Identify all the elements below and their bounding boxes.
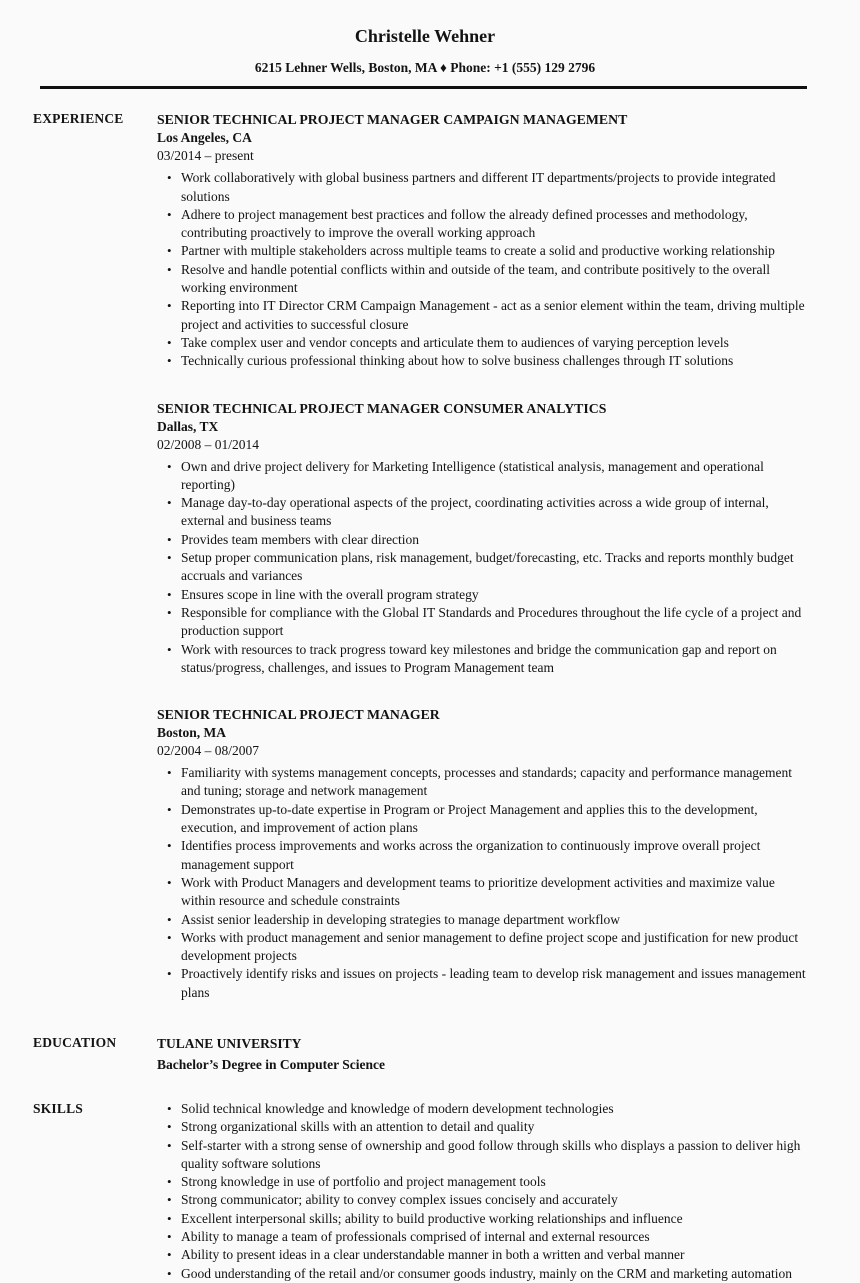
bullet-item: • Provides team members with clear direction: [181, 531, 812, 549]
job-location: Boston, MA: [157, 725, 227, 741]
bullet-item: • Ability to manage a team of professionals comprised of internal and external resources: [181, 1228, 812, 1246]
bullet-item: • Proactively identify risks and issues on projects - leading team to develop risk management and issues management plans: [181, 965, 812, 1002]
job-bullet-list: [157, 458, 812, 678]
bullet-item: • Work with Product Managers and development teams to prioritize development activities and maximize value within resource and schedule constraints: [181, 874, 812, 911]
skills-content: [157, 1100, 817, 1283]
bullet-item: • Take complex user and vendor concepts and articulate them to audiences of varying perception levels: [181, 334, 812, 352]
bullet-item: • Identifies process improvements and works across the organization to continuously improve overall project management support: [181, 837, 812, 874]
job-title: SENIOR TECHNICAL PROJECT MANAGER: [157, 707, 440, 723]
job-title: SENIOR TECHNICAL PROJECT MANAGER CONSUMER ANALYTICS: [157, 400, 607, 416]
job-entry: [157, 110, 817, 370]
bullet-item: • Strong knowledge in use of portfolio and project management tools: [181, 1173, 812, 1191]
bullet-item: • Resolve and handle potential conflicts within and outside of the team, and contribute positively to the overall working environment: [181, 261, 812, 298]
bullet-item: • Strong communicator; ability to convey complex issues concisely and accurately: [181, 1191, 812, 1209]
bullet-item: • Manage day-to-day operational aspects of the project, coordinating activities across a wide group of internal, external and business teams: [181, 494, 812, 531]
bullet-item: • Works with product management and senior management to define project scope and justification for new product development projects: [181, 929, 812, 966]
header-divider: [40, 86, 807, 89]
bullet-item: • Self-starter with a strong sense of ownership and good follow through skills who displays a passion to deliver high quality software solutions: [181, 1137, 812, 1174]
bullet-item: • Demonstrates up-to-date expertise in Program or Project Management and applies this to the development, execution, and improvement of action plans: [181, 801, 812, 838]
bullet-item: • Assist senior leadership in developing strategies to manage department workflow: [181, 911, 812, 929]
bullet-item: • Work collaboratively with global business partners and different IT departments/projects to provide integrated solutions: [181, 169, 812, 206]
job-dates: 02/2004 – 08/2007: [157, 743, 260, 759]
education-content: [157, 1034, 817, 1075]
job-entry: [157, 399, 817, 678]
bullet-item: • Excellent interpersonal skills; ability to build productive working relationships and influence: [181, 1210, 812, 1228]
experience-label: EXPERIENCE: [33, 111, 124, 127]
experience-content: [157, 110, 817, 1002]
skills-bullet-list: [157, 1100, 812, 1283]
resume-body: [33, 110, 817, 1283]
job-bullet-list: [157, 764, 812, 1002]
job-location: Dallas, TX: [157, 418, 219, 434]
bullet-item: • Responsible for compliance with the Global IT Standards and Procedures throughout the life cycle of a project and production support: [181, 604, 812, 641]
skills-label: SKILLS: [33, 1100, 83, 1116]
education-school: TULANE UNIVERSITY: [157, 1035, 302, 1051]
bullet-item: • Adhere to project management best practices and follow the already defined processes and methodology, contributing proactively to improve the overall working approach: [181, 206, 812, 243]
bullet-item: • Reporting into IT Director CRM Campaign Management - act as a senior element within the team, driving multiple project and activities to successful closure: [181, 297, 812, 334]
bullet-item: • Strong organizational skills with an attention to detail and quality: [181, 1118, 812, 1136]
job-entry: [157, 705, 817, 1002]
bullet-item: • Familiarity with systems management concepts, processes and standards; capacity and performance management and tuning; storage and network management: [181, 764, 812, 801]
contact-line: 6215 Lehner Wells, Boston, MA ♦ Phone: +1 (555) 129 2796: [254, 60, 596, 75]
bullet-item: • Good understanding of the retail and/or consumer goods industry, mainly on the CRM and marketing automation: [181, 1265, 812, 1283]
candidate-name: Christelle Wehner: [354, 26, 496, 46]
bullet-item: • Ensures scope in line with the overall program strategy: [181, 586, 812, 604]
bullet-item: • Setup proper communication plans, risk management, budget/forecasting, etc. Tracks and reports monthly budget accruals and variances: [181, 549, 812, 586]
education-degree: Bachelor’s Degree in Computer Science: [157, 1056, 385, 1072]
job-bullet-list: [157, 169, 812, 370]
bullet-item: • Own and drive project delivery for Marketing Intelligence (statistical analysis, management and operational reporting): [181, 458, 812, 495]
education-section: [33, 1034, 817, 1075]
experience-section: [33, 110, 817, 1002]
bullet-item: • Technically curious professional thinking about how to solve business challenges through IT solutions: [181, 352, 812, 370]
job-dates: 02/2008 – 01/2014: [157, 436, 260, 452]
resume-header: [33, 24, 817, 77]
bullet-item: • Partner with multiple stakeholders across multiple teams to create a solid and productive working relationship: [181, 242, 812, 260]
job-location: Los Angeles, CA: [157, 130, 252, 146]
bullet-item: • Work with resources to track progress toward key milestones and bridge the communication gap and report on status/progress, challenges, and issues to Program Management team: [181, 641, 812, 678]
skills-section: [33, 1100, 817, 1283]
job-title: SENIOR TECHNICAL PROJECT MANAGER CAMPAIGN MANAGEMENT: [157, 112, 628, 128]
education-label: EDUCATION: [33, 1034, 117, 1050]
bullet-item: • Solid technical knowledge and knowledge of modern development technologies: [181, 1100, 812, 1118]
bullet-item: • Ability to present ideas in a clear understandable manner in both a written and verbal manner: [181, 1246, 812, 1264]
job-dates: 03/2014 – present: [157, 148, 254, 164]
